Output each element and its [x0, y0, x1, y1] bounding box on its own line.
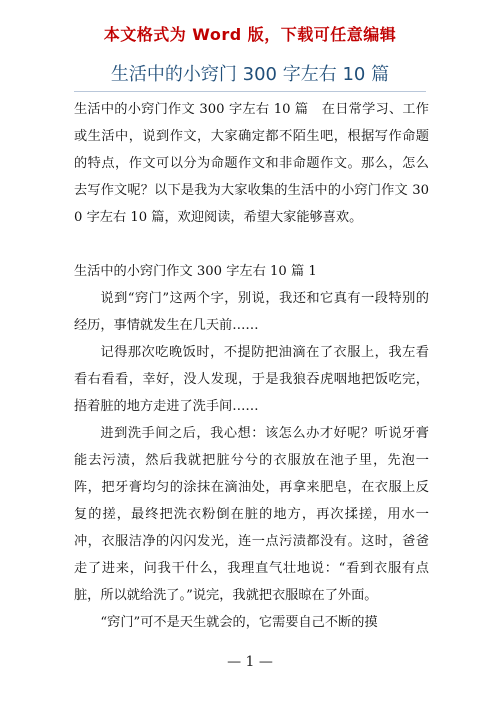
body-paragraph: 记得那次吃晚饭时，不提防把油滴在了衣服上，我左看看右看看，幸好，没人发现，于是我狼吞虎咽地把饭吃完，捂着脏的地方走进了洗手间……	[74, 345, 429, 414]
format-banner: 本文格式为 Word 版，下载可任意编辑	[103, 25, 397, 44]
body-paragraph: “窍门”可不是天生就会的，它需要自己不断的摸	[100, 615, 378, 630]
document-title: 生活中的小窍门 300 字左右 10 篇	[110, 64, 390, 85]
body-paragraph: 进到洗手间之后，我心想：该怎么办才好呢？听说牙膏能去污渍，然后我就把脏兮兮的衣服放在池子里，先泡一阵，把牙膏均匀的涂抹在滴油处，再拿来肥皂，在衣服上反复的搓，最终把洗衣粉倒在脏的地方，再次揉搓，用水一冲，衣服洁净的闪闪发光，连一点污渍都没有。这时，爸爸走了进来，问我干什么，我理直气壮地说：“看到衣服有点脏，所以就给洗了。”说完，我就把衣服晾在了外面。	[74, 426, 429, 603]
title-divider	[74, 91, 426, 92]
body-paragraph: 说到“窍门”这两个字，别说，我还和它真有一段特别的经历，事情就发生在几天前……	[74, 291, 429, 333]
document-body	[74, 96, 429, 636]
intro-paragraph: 生活中的小窍门作文 300 字左右 10 篇 在日常学习、工作或生活中，说到作文，大家确定都不陌生吧，根据写作命题的特点，作文可以分为命题作文和非命题作文。那么，怎么去写作文呢？以下是我为大家收集的生活中的小窍门作文 300 字左右 10 篇，欢迎阅读，希望大家能够喜欢。	[74, 102, 429, 225]
section-heading: 生活中的小窍门作文 300 字左右 10 篇 1	[74, 264, 317, 279]
page-number: — 1 —	[227, 654, 273, 670]
